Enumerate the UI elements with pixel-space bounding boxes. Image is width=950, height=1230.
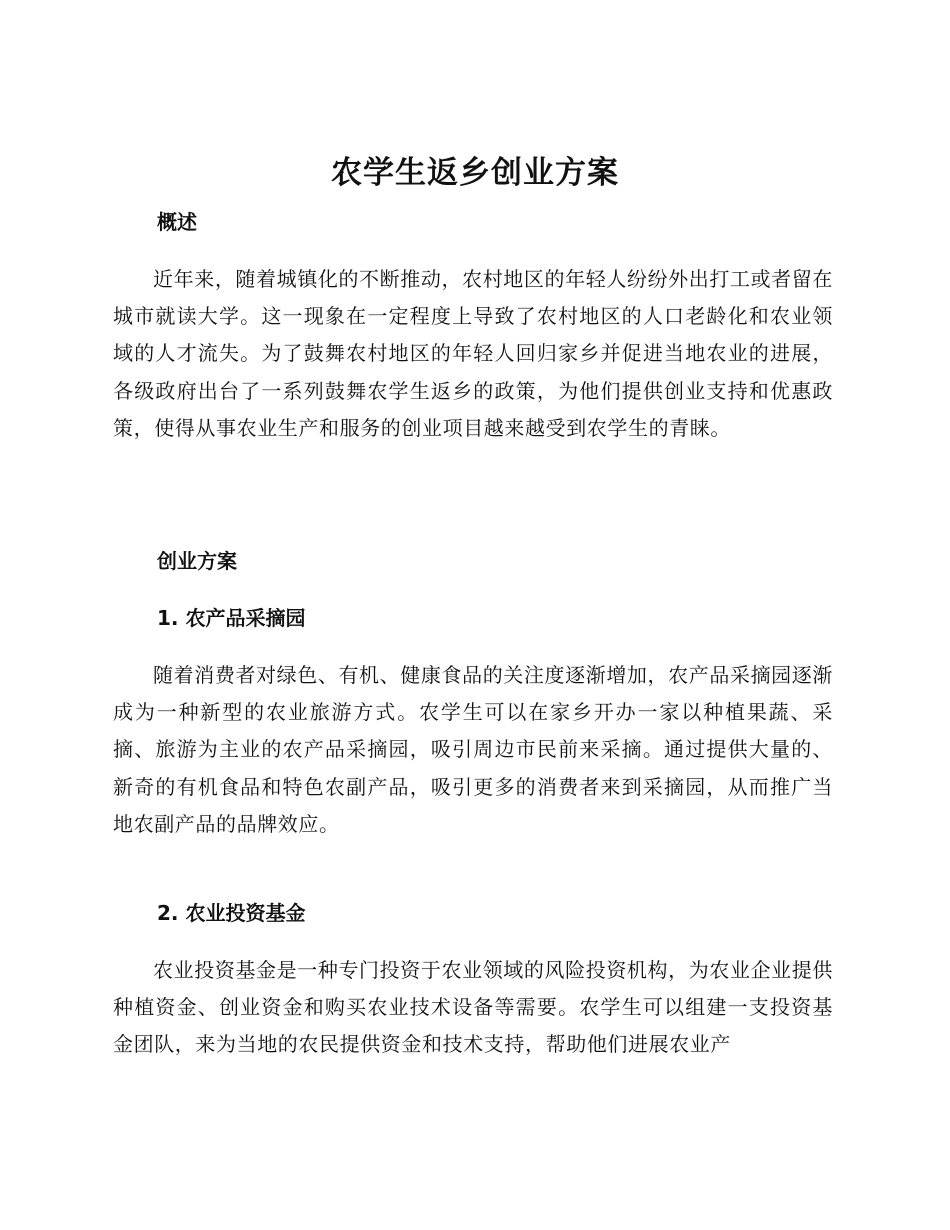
document-title: 农学生返乡创业方案 [331, 155, 619, 191]
investment-fund-paragraph: 农业投资基金是一种专门投资于农业领域的风险投资机构，为农业企业提供种植资金、创业资金和购买农业技术设备等需要。农学生可以组建一支投资基金团队，来为当地的农民提供资金和技术支持，帮助他们进展农业产 [113, 958, 833, 1057]
overview-paragraph: 近年来，随着城镇化的不断推动，农村地区的年轻人纷纷外出打工或者留在城市就读大学。这一现象在一定程度上导致了农村地区的人口老龄化和农业领域的人才流失。为了鼓舞农村地区的年轻人回归家乡并促进当地农业的进展，各级政府出台了一系列鼓舞农学生返乡的政策，为他们提供创业支持和优惠政策，使得从事农业生产和服务的创业项目越来越受到农学生的青睐。 [113, 267, 833, 440]
section-heading-overview: 概述 [157, 210, 197, 234]
picking-garden-paragraph: 随着消费者对绿色、有机、健康食品的关注度逐渐增加，农产品采摘园逐渐成为一种新型的农业旅游方式。农学生可以在家乡开办一家以种植果蔬、采摘、旅游为主业的农产品采摘园，吸引周边市民前来采摘。通过提供大量的、新奇的有机食品和特色农副产品，吸引更多的消费者来到采摘园，从而推广当地农副产品的品牌效应。 [113, 663, 833, 836]
section-heading-plans: 创业方案 [157, 549, 237, 573]
section-heading-picking-garden: 1. 农产品采摘园 [157, 606, 306, 630]
section-heading-investment-fund: 2. 农业投资基金 [157, 901, 306, 925]
